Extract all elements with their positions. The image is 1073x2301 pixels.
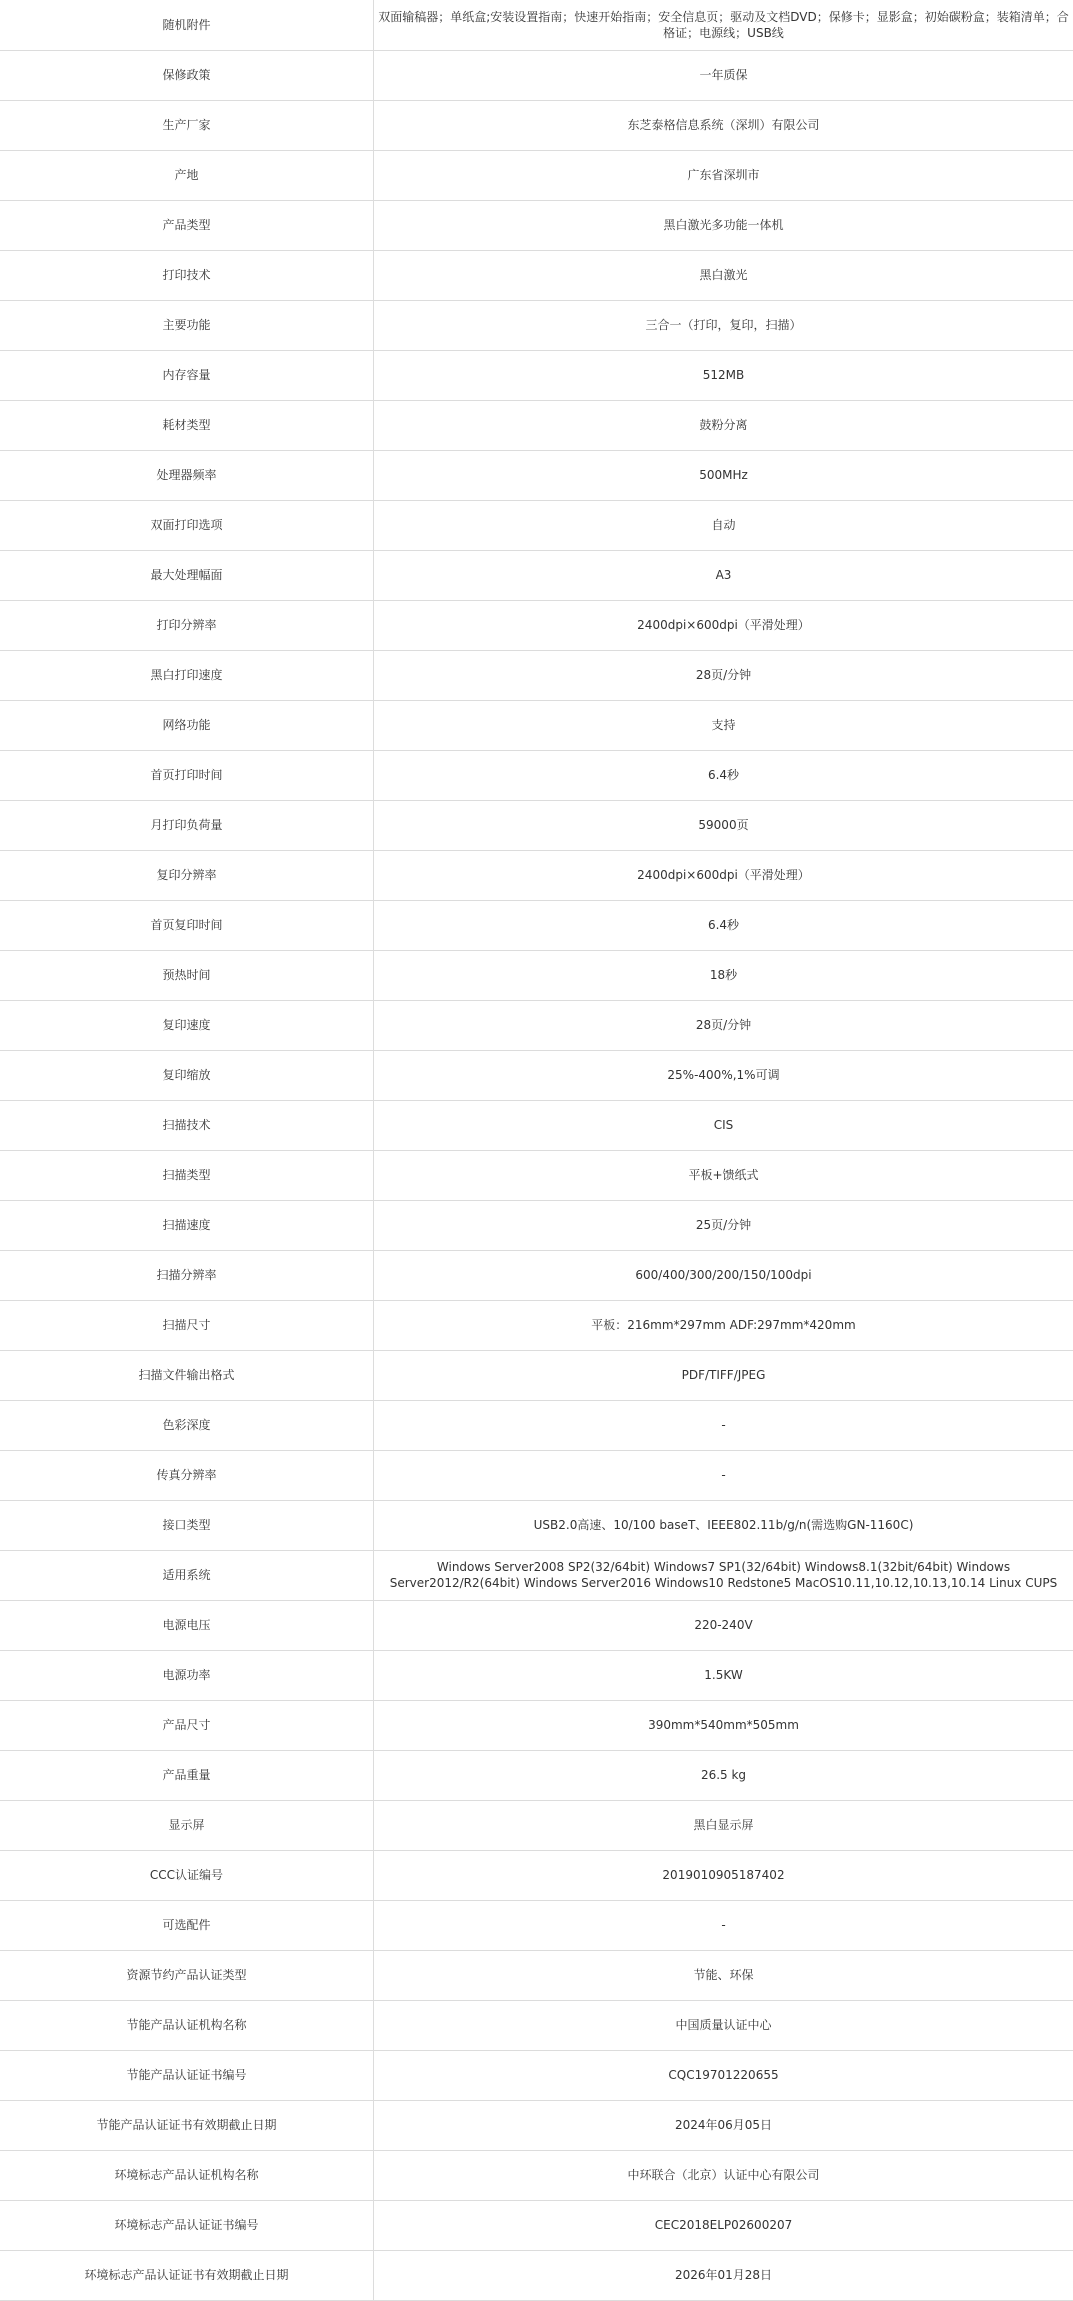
spec-value: 2400dpi×600dpi（平滑处理） bbox=[374, 850, 1073, 900]
spec-label: 扫描分辨率 bbox=[0, 1250, 374, 1300]
spec-row bbox=[0, 1650, 1073, 1700]
spec-row bbox=[0, 2150, 1073, 2200]
spec-row bbox=[0, 400, 1073, 450]
spec-value: USB2.0高速、10/100 baseT、IEEE802.11b/g/n(需选购GN-1160C) bbox=[374, 1500, 1073, 1550]
spec-label: 传真分辨率 bbox=[0, 1450, 374, 1500]
spec-value: 一年质保 bbox=[374, 50, 1073, 100]
spec-label: 打印分辨率 bbox=[0, 600, 374, 650]
spec-value: 中环联合（北京）认证中心有限公司 bbox=[374, 2150, 1073, 2200]
spec-row bbox=[0, 200, 1073, 250]
spec-value: 黑白激光多功能一体机 bbox=[374, 200, 1073, 250]
spec-value: 鼓粉分离 bbox=[374, 400, 1073, 450]
spec-row bbox=[0, 700, 1073, 750]
spec-label: 可选配件 bbox=[0, 1900, 374, 1950]
spec-value: CQC19701220655 bbox=[374, 2050, 1073, 2100]
spec-value: 390mm*540mm*505mm bbox=[374, 1700, 1073, 1750]
spec-label: 黑白打印速度 bbox=[0, 650, 374, 700]
spec-label: 产品类型 bbox=[0, 200, 374, 250]
spec-label: 扫描尺寸 bbox=[0, 1300, 374, 1350]
spec-row bbox=[0, 2100, 1073, 2150]
spec-row bbox=[0, 950, 1073, 1000]
spec-value: 中国质量认证中心 bbox=[374, 2000, 1073, 2050]
spec-label: 接口类型 bbox=[0, 1500, 374, 1550]
spec-value: PDF/TIFF/JPEG bbox=[374, 1350, 1073, 1400]
spec-value: - bbox=[374, 1400, 1073, 1450]
spec-value: CIS bbox=[374, 1100, 1073, 1150]
spec-label: 适用系统 bbox=[0, 1550, 374, 1600]
spec-row bbox=[0, 50, 1073, 100]
spec-label: 双面打印选项 bbox=[0, 500, 374, 550]
spec-row bbox=[0, 1350, 1073, 1400]
spec-row bbox=[0, 1450, 1073, 1500]
spec-label: 预热时间 bbox=[0, 950, 374, 1000]
spec-value: 黑白显示屏 bbox=[374, 1800, 1073, 1850]
spec-label: 主要功能 bbox=[0, 300, 374, 350]
spec-row bbox=[0, 650, 1073, 700]
spec-value: CEC2018ELP02600207 bbox=[374, 2200, 1073, 2250]
spec-label: 耗材类型 bbox=[0, 400, 374, 450]
spec-value: 28页/分钟 bbox=[374, 650, 1073, 700]
spec-row bbox=[0, 350, 1073, 400]
spec-value: 220-240V bbox=[374, 1600, 1073, 1650]
spec-row bbox=[0, 2000, 1073, 2050]
spec-label: 首页复印时间 bbox=[0, 900, 374, 950]
spec-label: 首页打印时间 bbox=[0, 750, 374, 800]
spec-value: 18秒 bbox=[374, 950, 1073, 1000]
spec-label: 复印速度 bbox=[0, 1000, 374, 1050]
spec-label: 扫描速度 bbox=[0, 1200, 374, 1250]
spec-value: 26.5 kg bbox=[374, 1750, 1073, 1800]
spec-row bbox=[0, 1150, 1073, 1200]
spec-row bbox=[0, 600, 1073, 650]
spec-row bbox=[0, 1250, 1073, 1300]
spec-value: 59000页 bbox=[374, 800, 1073, 850]
spec-value: 25页/分钟 bbox=[374, 1200, 1073, 1250]
spec-row bbox=[0, 850, 1073, 900]
spec-label: 节能产品认证机构名称 bbox=[0, 2000, 374, 2050]
spec-value: A3 bbox=[374, 550, 1073, 600]
spec-label: 复印缩放 bbox=[0, 1050, 374, 1100]
spec-label: 产品尺寸 bbox=[0, 1700, 374, 1750]
spec-row bbox=[0, 1000, 1073, 1050]
spec-label: 节能产品认证证书编号 bbox=[0, 2050, 374, 2100]
spec-row bbox=[0, 1900, 1073, 1950]
spec-row bbox=[0, 550, 1073, 600]
spec-label: 节能产品认证证书有效期截止日期 bbox=[0, 2100, 374, 2150]
spec-label: 随机附件 bbox=[0, 0, 374, 50]
spec-row bbox=[0, 500, 1073, 550]
spec-value: 500MHz bbox=[374, 450, 1073, 500]
spec-row bbox=[0, 2250, 1073, 2300]
spec-label: 复印分辨率 bbox=[0, 850, 374, 900]
spec-value: 支持 bbox=[374, 700, 1073, 750]
spec-label: CCC认证编号 bbox=[0, 1850, 374, 1900]
spec-value: 28页/分钟 bbox=[374, 1000, 1073, 1050]
spec-row bbox=[0, 750, 1073, 800]
spec-row bbox=[0, 1500, 1073, 1550]
spec-value: 节能、环保 bbox=[374, 1950, 1073, 2000]
spec-value: Windows Server2008 SP2(32/64bit) Windows7 SP1(32/64bit) Windows8.1(32bit/64bit) Windows Server2012/R2(64bit) Windows Server2016 Windows10 Redstone5 MacOS10.11,10.12,10.13,10.14 Linux CUPS bbox=[374, 1550, 1073, 1600]
spec-value: - bbox=[374, 1450, 1073, 1500]
spec-value: 广东省深圳市 bbox=[374, 150, 1073, 200]
spec-row bbox=[0, 150, 1073, 200]
spec-label: 环境标志产品认证证书编号 bbox=[0, 2200, 374, 2250]
spec-label: 扫描技术 bbox=[0, 1100, 374, 1150]
spec-label: 产地 bbox=[0, 150, 374, 200]
spec-label: 打印技术 bbox=[0, 250, 374, 300]
spec-value: 2400dpi×600dpi（平滑处理） bbox=[374, 600, 1073, 650]
spec-row bbox=[0, 0, 1073, 50]
spec-label: 月打印负荷量 bbox=[0, 800, 374, 850]
spec-label: 保修政策 bbox=[0, 50, 374, 100]
spec-value: 双面输稿器；单纸盒;安装设置指南；快速开始指南；安全信息页；驱动及文档DVD；保修卡；显影盒；初始碳粉盒；装箱清单；合格证；电源线；USB线 bbox=[374, 0, 1073, 50]
spec-row bbox=[0, 1600, 1073, 1650]
spec-value: - bbox=[374, 1900, 1073, 1950]
spec-value: 三合一（打印，复印，扫描） bbox=[374, 300, 1073, 350]
spec-row bbox=[0, 1750, 1073, 1800]
spec-row bbox=[0, 100, 1073, 150]
spec-label: 环境标志产品认证机构名称 bbox=[0, 2150, 374, 2200]
spec-row bbox=[0, 1050, 1073, 1100]
spec-value: 2026年01月28日 bbox=[374, 2250, 1073, 2300]
spec-value: 6.4秒 bbox=[374, 750, 1073, 800]
spec-label: 资源节约产品认证类型 bbox=[0, 1950, 374, 2000]
spec-row bbox=[0, 1400, 1073, 1450]
spec-label: 内存容量 bbox=[0, 350, 374, 400]
spec-value: 512MB bbox=[374, 350, 1073, 400]
spec-value: 自动 bbox=[374, 500, 1073, 550]
spec-row bbox=[0, 1800, 1073, 1850]
spec-row bbox=[0, 1300, 1073, 1350]
spec-value: 平板+馈纸式 bbox=[374, 1150, 1073, 1200]
spec-row bbox=[0, 300, 1073, 350]
spec-label: 色彩深度 bbox=[0, 1400, 374, 1450]
spec-label: 最大处理幅面 bbox=[0, 550, 374, 600]
spec-value: 2024年06月05日 bbox=[374, 2100, 1073, 2150]
spec-value: 1.5KW bbox=[374, 1650, 1073, 1700]
spec-value: 600/400/300/200/150/100dpi bbox=[374, 1250, 1073, 1300]
spec-value: 2019010905187402 bbox=[374, 1850, 1073, 1900]
spec-value: 25%-400%,1%可调 bbox=[374, 1050, 1073, 1100]
spec-row bbox=[0, 900, 1073, 950]
spec-label: 网络功能 bbox=[0, 700, 374, 750]
spec-label: 扫描文件输出格式 bbox=[0, 1350, 374, 1400]
spec-row bbox=[0, 1200, 1073, 1250]
spec-value: 黑白激光 bbox=[374, 250, 1073, 300]
spec-value: 东芝泰格信息系统（深圳）有限公司 bbox=[374, 100, 1073, 150]
spec-row bbox=[0, 2200, 1073, 2250]
spec-row bbox=[0, 1850, 1073, 1900]
spec-label: 显示屏 bbox=[0, 1800, 374, 1850]
spec-label: 环境标志产品认证证书有效期截止日期 bbox=[0, 2250, 374, 2300]
spec-label: 扫描类型 bbox=[0, 1150, 374, 1200]
spec-label: 处理器频率 bbox=[0, 450, 374, 500]
spec-value: 平板：216mm*297mm ADF:297mm*420mm bbox=[374, 1300, 1073, 1350]
spec-row bbox=[0, 1950, 1073, 2000]
spec-row bbox=[0, 1700, 1073, 1750]
spec-label: 电源功率 bbox=[0, 1650, 374, 1700]
spec-row bbox=[0, 1550, 1073, 1600]
spec-label: 生产厂家 bbox=[0, 100, 374, 150]
spec-label: 产品重量 bbox=[0, 1750, 374, 1800]
spec-row bbox=[0, 1100, 1073, 1150]
spec-label: 电源电压 bbox=[0, 1600, 374, 1650]
spec-row bbox=[0, 800, 1073, 850]
spec-row bbox=[0, 2050, 1073, 2100]
spec-row bbox=[0, 450, 1073, 500]
spec-value: 6.4秒 bbox=[374, 900, 1073, 950]
spec-row bbox=[0, 250, 1073, 300]
